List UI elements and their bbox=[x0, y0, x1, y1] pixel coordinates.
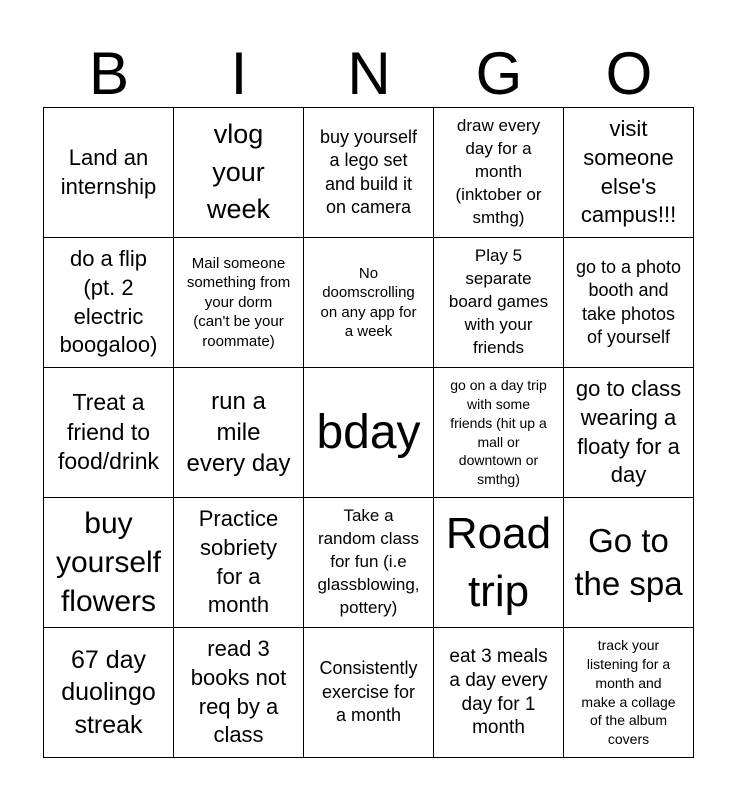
bingo-cell-r5c1: 67 day duolingo streak bbox=[44, 628, 174, 758]
bingo-cell-r4c3: Take a random class for fun (i.e glassblowing, pottery) bbox=[304, 498, 434, 628]
bingo-cell-r2c5: go to a photo booth and take photos of yourself bbox=[564, 238, 694, 368]
header-letter-n: N bbox=[347, 40, 391, 107]
bingo-cell-r5c5: track your listening for a month and make a collage of the album covers bbox=[564, 628, 694, 758]
bingo-cell-r3c2: run a mile every day bbox=[174, 368, 304, 498]
bingo-cell-r3c4: go on a day trip with some friends (hit up a mall or downtown or smthg) bbox=[434, 368, 564, 498]
bingo-cell-r1c3: buy yourself a lego set and build it on camera bbox=[304, 108, 434, 238]
bingo-cell-r4c4: Road trip bbox=[434, 498, 564, 628]
header-letter-o: O bbox=[605, 40, 653, 107]
header-letter-g: G bbox=[475, 40, 523, 107]
bingo-cell-r3c3-free: bday bbox=[304, 368, 434, 498]
header-letter-b: B bbox=[88, 40, 130, 107]
bingo-board bbox=[43, 107, 694, 758]
bingo-cell-r2c3: No doomscrolling on any app for a week bbox=[304, 238, 434, 368]
bingo-cell-r4c2: Practice sobriety for a month bbox=[174, 498, 304, 628]
bingo-cell-r5c3: Consistently exercise for a month bbox=[304, 628, 434, 758]
bingo-cell-r1c2: vlog your week bbox=[174, 108, 304, 238]
bingo-cell-r4c1: buy yourself flowers bbox=[44, 498, 174, 628]
bingo-cell-r2c4: Play 5 separate board games with your friends bbox=[434, 238, 564, 368]
bingo-cell-r1c5: visit someone else's campus!!! bbox=[564, 108, 694, 238]
bingo-cell-r4c5: Go to the spa bbox=[564, 498, 694, 628]
bingo-cell-r1c1: Land an internship bbox=[44, 108, 174, 238]
bingo-header bbox=[44, 40, 694, 108]
bingo-cell-r3c5: go to class wearing a floaty for a day bbox=[564, 368, 694, 498]
header-letter-i: I bbox=[230, 40, 248, 107]
bingo-cell-r5c4: eat 3 meals a day every day for 1 month bbox=[434, 628, 564, 758]
bingo-cell-r3c1: Treat a friend to food/drink bbox=[44, 368, 174, 498]
bingo-cell-r5c2: read 3 books not req by a class bbox=[174, 628, 304, 758]
bingo-cell-r1c4: draw every day for a month (inktober or smthg) bbox=[434, 108, 564, 238]
bingo-cell-r2c1: do a flip (pt. 2 electric boogaloo) bbox=[44, 238, 174, 368]
bingo-cell-r2c2: Mail someone something from your dorm (can't be your roommate) bbox=[174, 238, 304, 368]
